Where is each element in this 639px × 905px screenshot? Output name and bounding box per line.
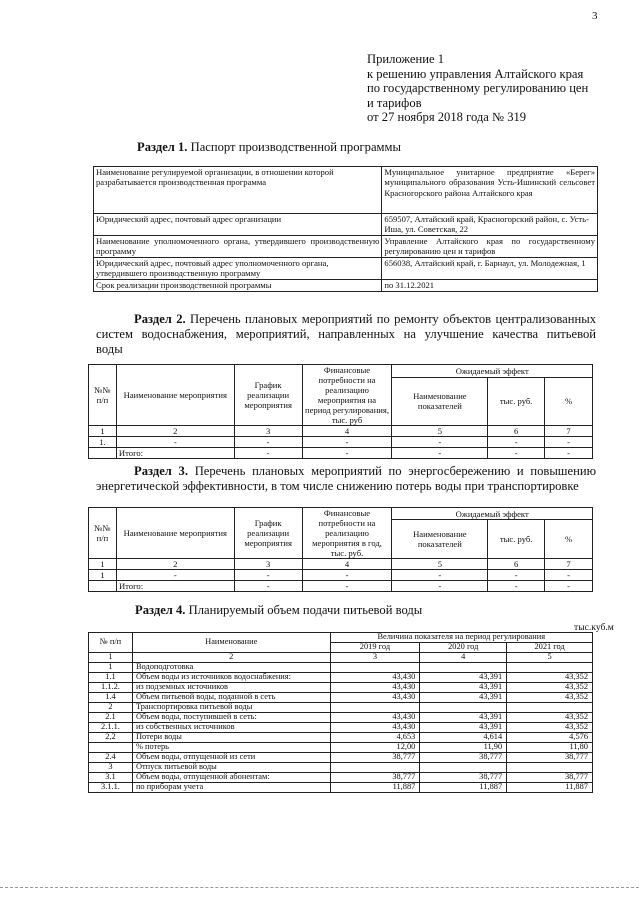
appendix-header xyxy=(367,52,632,125)
table-cell: 5 xyxy=(392,559,488,570)
table-cell: - xyxy=(116,437,234,448)
col-header-period: Величина показателя на период регулирования xyxy=(330,633,592,643)
table-cell: 38,777 xyxy=(420,773,507,783)
table-cell xyxy=(89,448,117,459)
table-cell: 3.1.1. xyxy=(89,783,133,793)
col-header-num: №№ п/п xyxy=(89,508,117,559)
table-cell: 38,777 xyxy=(420,753,507,763)
col-header-2021: 2021 год xyxy=(507,643,593,653)
table-cell: 43,430 xyxy=(330,723,420,733)
table-cell: - xyxy=(488,448,545,459)
table-cell: - xyxy=(234,581,302,592)
table-cell: - xyxy=(545,448,593,459)
section1-heading xyxy=(137,140,401,155)
table-cell: 1 xyxy=(89,426,117,437)
appendix-line: к решению управления Алтайского края xyxy=(367,66,584,81)
table-cell: Водоподготовка xyxy=(132,663,330,673)
appendix-line: и тарифов xyxy=(367,95,422,110)
col-header-name: Наименование xyxy=(132,633,330,653)
section-title-line xyxy=(96,464,596,479)
table-cell: 43,352 xyxy=(507,713,593,723)
table-cell xyxy=(507,663,593,673)
table-cell: - xyxy=(116,570,234,581)
col-header-finance: Финансовые потребности на реализацию мероприятия на период регулирования, тыс. руб xyxy=(302,365,392,426)
page-number: 3 xyxy=(592,10,598,22)
table-cell: - xyxy=(392,570,488,581)
table-cell: - xyxy=(392,581,488,592)
table-cell: 3 xyxy=(234,426,302,437)
table-cell: по приборам учета xyxy=(132,783,330,793)
table-row xyxy=(89,723,593,733)
table-cell: 12,00 xyxy=(330,743,420,753)
table-cell: 11,80 xyxy=(507,743,593,753)
water-supply-table xyxy=(88,632,593,793)
table-cell: Потери воды xyxy=(132,733,330,743)
table-row xyxy=(89,437,593,448)
table-cell: Объем питьевой воды, поданной в сеть xyxy=(132,693,330,703)
col-header-indicators: Наименование показателей xyxy=(392,377,488,425)
table-cell: 43,391 xyxy=(420,683,507,693)
table-row xyxy=(89,783,593,793)
table-cell: 2.4 xyxy=(89,753,133,763)
table-cell: 43,430 xyxy=(330,673,420,683)
col-header-finance: Финансовые потребности на реализацию мероприятия в год, тыс. руб. xyxy=(302,508,392,559)
table-cell: 1 xyxy=(89,570,117,581)
table-cell: Транспортировка питьевой воды xyxy=(132,703,330,713)
table-cell: % потерь xyxy=(132,743,330,753)
table-cell xyxy=(89,743,133,753)
table-cell: - xyxy=(302,581,392,592)
col-header-pct: % xyxy=(545,520,593,559)
table-cell: 2 xyxy=(89,703,133,713)
table-cell: 43,352 xyxy=(507,683,593,693)
section-label: Раздел 4. xyxy=(135,603,186,617)
section2-heading xyxy=(96,312,596,357)
table-cell: Объем воды, отпущенной абонентам: xyxy=(132,773,330,783)
table-cell: Объем воды из источников водоснабжения: xyxy=(132,673,330,683)
table-row xyxy=(89,653,593,663)
table-cell: 6 xyxy=(488,559,545,570)
table-cell: - xyxy=(488,581,545,592)
section-title-line: энергетической эффективности, в том числе снижению потерь воды при транспортировке xyxy=(96,479,579,493)
table-cell: из подземных источников xyxy=(132,683,330,693)
table-cell: - xyxy=(392,448,488,459)
table-cell: - xyxy=(545,570,593,581)
table-cell: Отпуск питьевой воды xyxy=(132,763,330,773)
appendix-line: от 27 ноября 2018 года № 319 xyxy=(367,110,527,125)
table-cell: 43,391 xyxy=(420,713,507,723)
table-header-row xyxy=(89,633,593,643)
table-row xyxy=(89,753,593,763)
section3-heading xyxy=(96,464,596,494)
table-row xyxy=(89,733,593,743)
table-row xyxy=(89,713,593,723)
passport-value: по 31.12.2021 xyxy=(382,280,598,292)
table-cell: 2 xyxy=(116,426,234,437)
table-cell: 43,391 xyxy=(420,723,507,733)
table-row xyxy=(94,280,598,292)
table-row xyxy=(89,763,593,773)
table-row xyxy=(89,773,593,783)
table-cell: - xyxy=(545,437,593,448)
table-row xyxy=(89,743,593,753)
table-cell: - xyxy=(302,570,392,581)
table-cell: 43,391 xyxy=(420,693,507,703)
col-header-name: Наименование мероприятия xyxy=(116,508,234,559)
col-header-effect: Ожидаемый эффект xyxy=(392,508,593,520)
table-cell: 3 xyxy=(330,653,420,663)
col-header-rub: тыс. руб. xyxy=(488,377,545,425)
table-cell xyxy=(420,703,507,713)
table-cell: 11,887 xyxy=(507,783,593,793)
table-row xyxy=(89,683,593,693)
passport-value: 656038, Алтайский край, г. Барнаул, ул. Молодежная, 1 xyxy=(382,258,598,280)
table-row xyxy=(89,559,593,570)
col-header-num: №№ п/п xyxy=(89,365,117,426)
table-row xyxy=(89,581,593,592)
table-cell: 6 xyxy=(488,426,545,437)
table-cell: 1.1 xyxy=(89,673,133,683)
table-cell: - xyxy=(302,437,392,448)
table-row xyxy=(94,258,598,280)
table-cell: 3 xyxy=(234,559,302,570)
table-cell: - xyxy=(392,437,488,448)
table-cell: 4,614 xyxy=(420,733,507,743)
table-cell: 1 xyxy=(89,663,133,673)
section-title: Паспорт производственной программы xyxy=(190,140,401,154)
table-header-row xyxy=(89,365,593,378)
table-cell: - xyxy=(234,570,302,581)
table-cell: 43,430 xyxy=(330,713,420,723)
page-bottom-rule xyxy=(0,887,639,888)
table-cell: 38,777 xyxy=(330,753,420,763)
table-cell xyxy=(420,663,507,673)
col-header-pct: % xyxy=(545,377,593,425)
passport-key: Наименование регулируемой организации, в отношении которой разрабатывается производственная программа xyxy=(94,167,382,214)
section-title-line: систем водоснабжения, мероприятий, направленных на улучшение качества питьевой xyxy=(96,327,596,341)
table-cell: 11,90 xyxy=(420,743,507,753)
table-cell: 2,2 xyxy=(89,733,133,743)
table-cell: 4 xyxy=(302,426,392,437)
table-row xyxy=(89,448,593,459)
table-cell: из собственных источников xyxy=(132,723,330,733)
appendix-line: Приложение 1 xyxy=(367,52,445,66)
table-cell: 38,777 xyxy=(330,773,420,783)
table-cell: 2.1.1. xyxy=(89,723,133,733)
table-row xyxy=(89,673,593,683)
table-cell: 7 xyxy=(545,426,593,437)
section-title: Перечень плановых мероприятий по энергосбережению и повышению xyxy=(194,464,596,478)
section-title-line xyxy=(96,312,596,327)
table-cell xyxy=(330,763,420,773)
table-row xyxy=(89,663,593,673)
appendix-line: по государственному регулированию цен xyxy=(367,81,589,96)
col-header-schedule: График реализации мероприятия xyxy=(234,365,302,426)
table-row xyxy=(94,167,598,214)
section-label: Раздел 2. xyxy=(134,312,186,326)
table-row xyxy=(89,693,593,703)
table-cell xyxy=(89,581,117,592)
table-cell: 3 xyxy=(89,763,133,773)
table-cell: 43,430 xyxy=(330,693,420,703)
table-cell: 43,391 xyxy=(420,673,507,683)
section-label: Раздел 3. xyxy=(134,464,188,478)
col-header-effect: Ожидаемый эффект xyxy=(392,365,593,378)
passport-key: Срок реализации производственной программы xyxy=(94,280,382,292)
passport-key: Юридический адрес, почтовый адрес организации xyxy=(94,214,382,236)
table-cell: Объем воды, отпущенной из сети xyxy=(132,753,330,763)
table-cell: Объем воды, поступившей в сеть: xyxy=(132,713,330,723)
table-row xyxy=(94,214,598,236)
table-cell: 11,887 xyxy=(420,783,507,793)
table-cell: 3.1 xyxy=(89,773,133,783)
table-cell: 2 xyxy=(116,559,234,570)
unit-label: тыс.куб.м xyxy=(574,622,614,633)
col-header-2020: 2020 год xyxy=(420,643,507,653)
table-cell: 4,653 xyxy=(330,733,420,743)
table-cell: 38,777 xyxy=(507,773,593,783)
col-header-num: № п/п xyxy=(89,633,133,653)
table-row xyxy=(94,236,598,258)
table-cell: 7 xyxy=(545,559,593,570)
table-cell: 4,576 xyxy=(507,733,593,743)
passport-value: Управление Алтайского края по государственному регулированию цен и тарифов xyxy=(382,236,598,258)
table-cell: 43,352 xyxy=(507,673,593,683)
table-cell: 5 xyxy=(392,426,488,437)
table-cell: 4 xyxy=(302,559,392,570)
table-cell: - xyxy=(302,448,392,459)
table-cell: 43,352 xyxy=(507,693,593,703)
table-cell: 38,777 xyxy=(507,753,593,763)
section-title-line: воды xyxy=(96,342,123,356)
table-cell: 43,352 xyxy=(507,723,593,733)
table-row xyxy=(89,426,593,437)
table-cell: 1 xyxy=(89,653,133,663)
table-cell: - xyxy=(234,437,302,448)
table-cell xyxy=(330,663,420,673)
section-title: Перечень плановых мероприятий по ремонту объектов централизованных xyxy=(190,312,596,326)
table-cell xyxy=(420,763,507,773)
table-cell: 5 xyxy=(507,653,593,663)
table-header-row xyxy=(89,508,593,520)
table-cell xyxy=(507,763,593,773)
section-title: Планируемый объем подачи питьевой воды xyxy=(188,603,423,617)
energy-saving-table xyxy=(88,507,593,592)
table-cell: Итого: xyxy=(116,448,234,459)
passport-value: Муниципальное унитарное предприятие «Берег» муниципального образования Усть-Ишинский сельсовет Красногорского района Алтайского края xyxy=(382,167,598,214)
table-row xyxy=(89,570,593,581)
water-supply-body xyxy=(89,663,593,793)
table-cell: 1. xyxy=(89,437,117,448)
passport-key: Наименование уполномоченного органа, утвердившего производственную программу xyxy=(94,236,382,258)
table-cell xyxy=(330,703,420,713)
col-header-rub: тыс. руб. xyxy=(488,520,545,559)
table-cell: - xyxy=(545,581,593,592)
table-cell: 43,430 xyxy=(330,683,420,693)
section-label: Раздел 1. xyxy=(137,140,188,154)
col-header-schedule: График реализации мероприятия xyxy=(234,508,302,559)
table-cell: 11,887 xyxy=(330,783,420,793)
table-cell: - xyxy=(488,437,545,448)
table-row xyxy=(89,703,593,713)
col-header-indicators: Наименование показателей xyxy=(392,520,488,559)
section4-heading xyxy=(135,603,422,618)
table-cell: 1.4 xyxy=(89,693,133,703)
passport-key: Юридический адрес, почтовый адрес уполномоченного органа, утвердившего производственную программу xyxy=(94,258,382,280)
passport-value: 659507, Алтайский край, Красногорский район, с. Усть-Иша, ул. Советская, 22 xyxy=(382,214,598,236)
repair-measures-table xyxy=(88,364,593,459)
table-cell xyxy=(507,703,593,713)
table-cell: 4 xyxy=(420,653,507,663)
table-cell: 1.1.2. xyxy=(89,683,133,693)
table-cell: Итого: xyxy=(116,581,234,592)
table-cell: 1 xyxy=(89,559,117,570)
col-header-name: Наименование мероприятия xyxy=(116,365,234,426)
table-cell: 2.1 xyxy=(89,713,133,723)
table-cell: - xyxy=(488,570,545,581)
passport-table xyxy=(93,166,598,292)
col-header-2019: 2019 год xyxy=(330,643,420,653)
table-cell: - xyxy=(234,448,302,459)
table-cell: 2 xyxy=(132,653,330,663)
